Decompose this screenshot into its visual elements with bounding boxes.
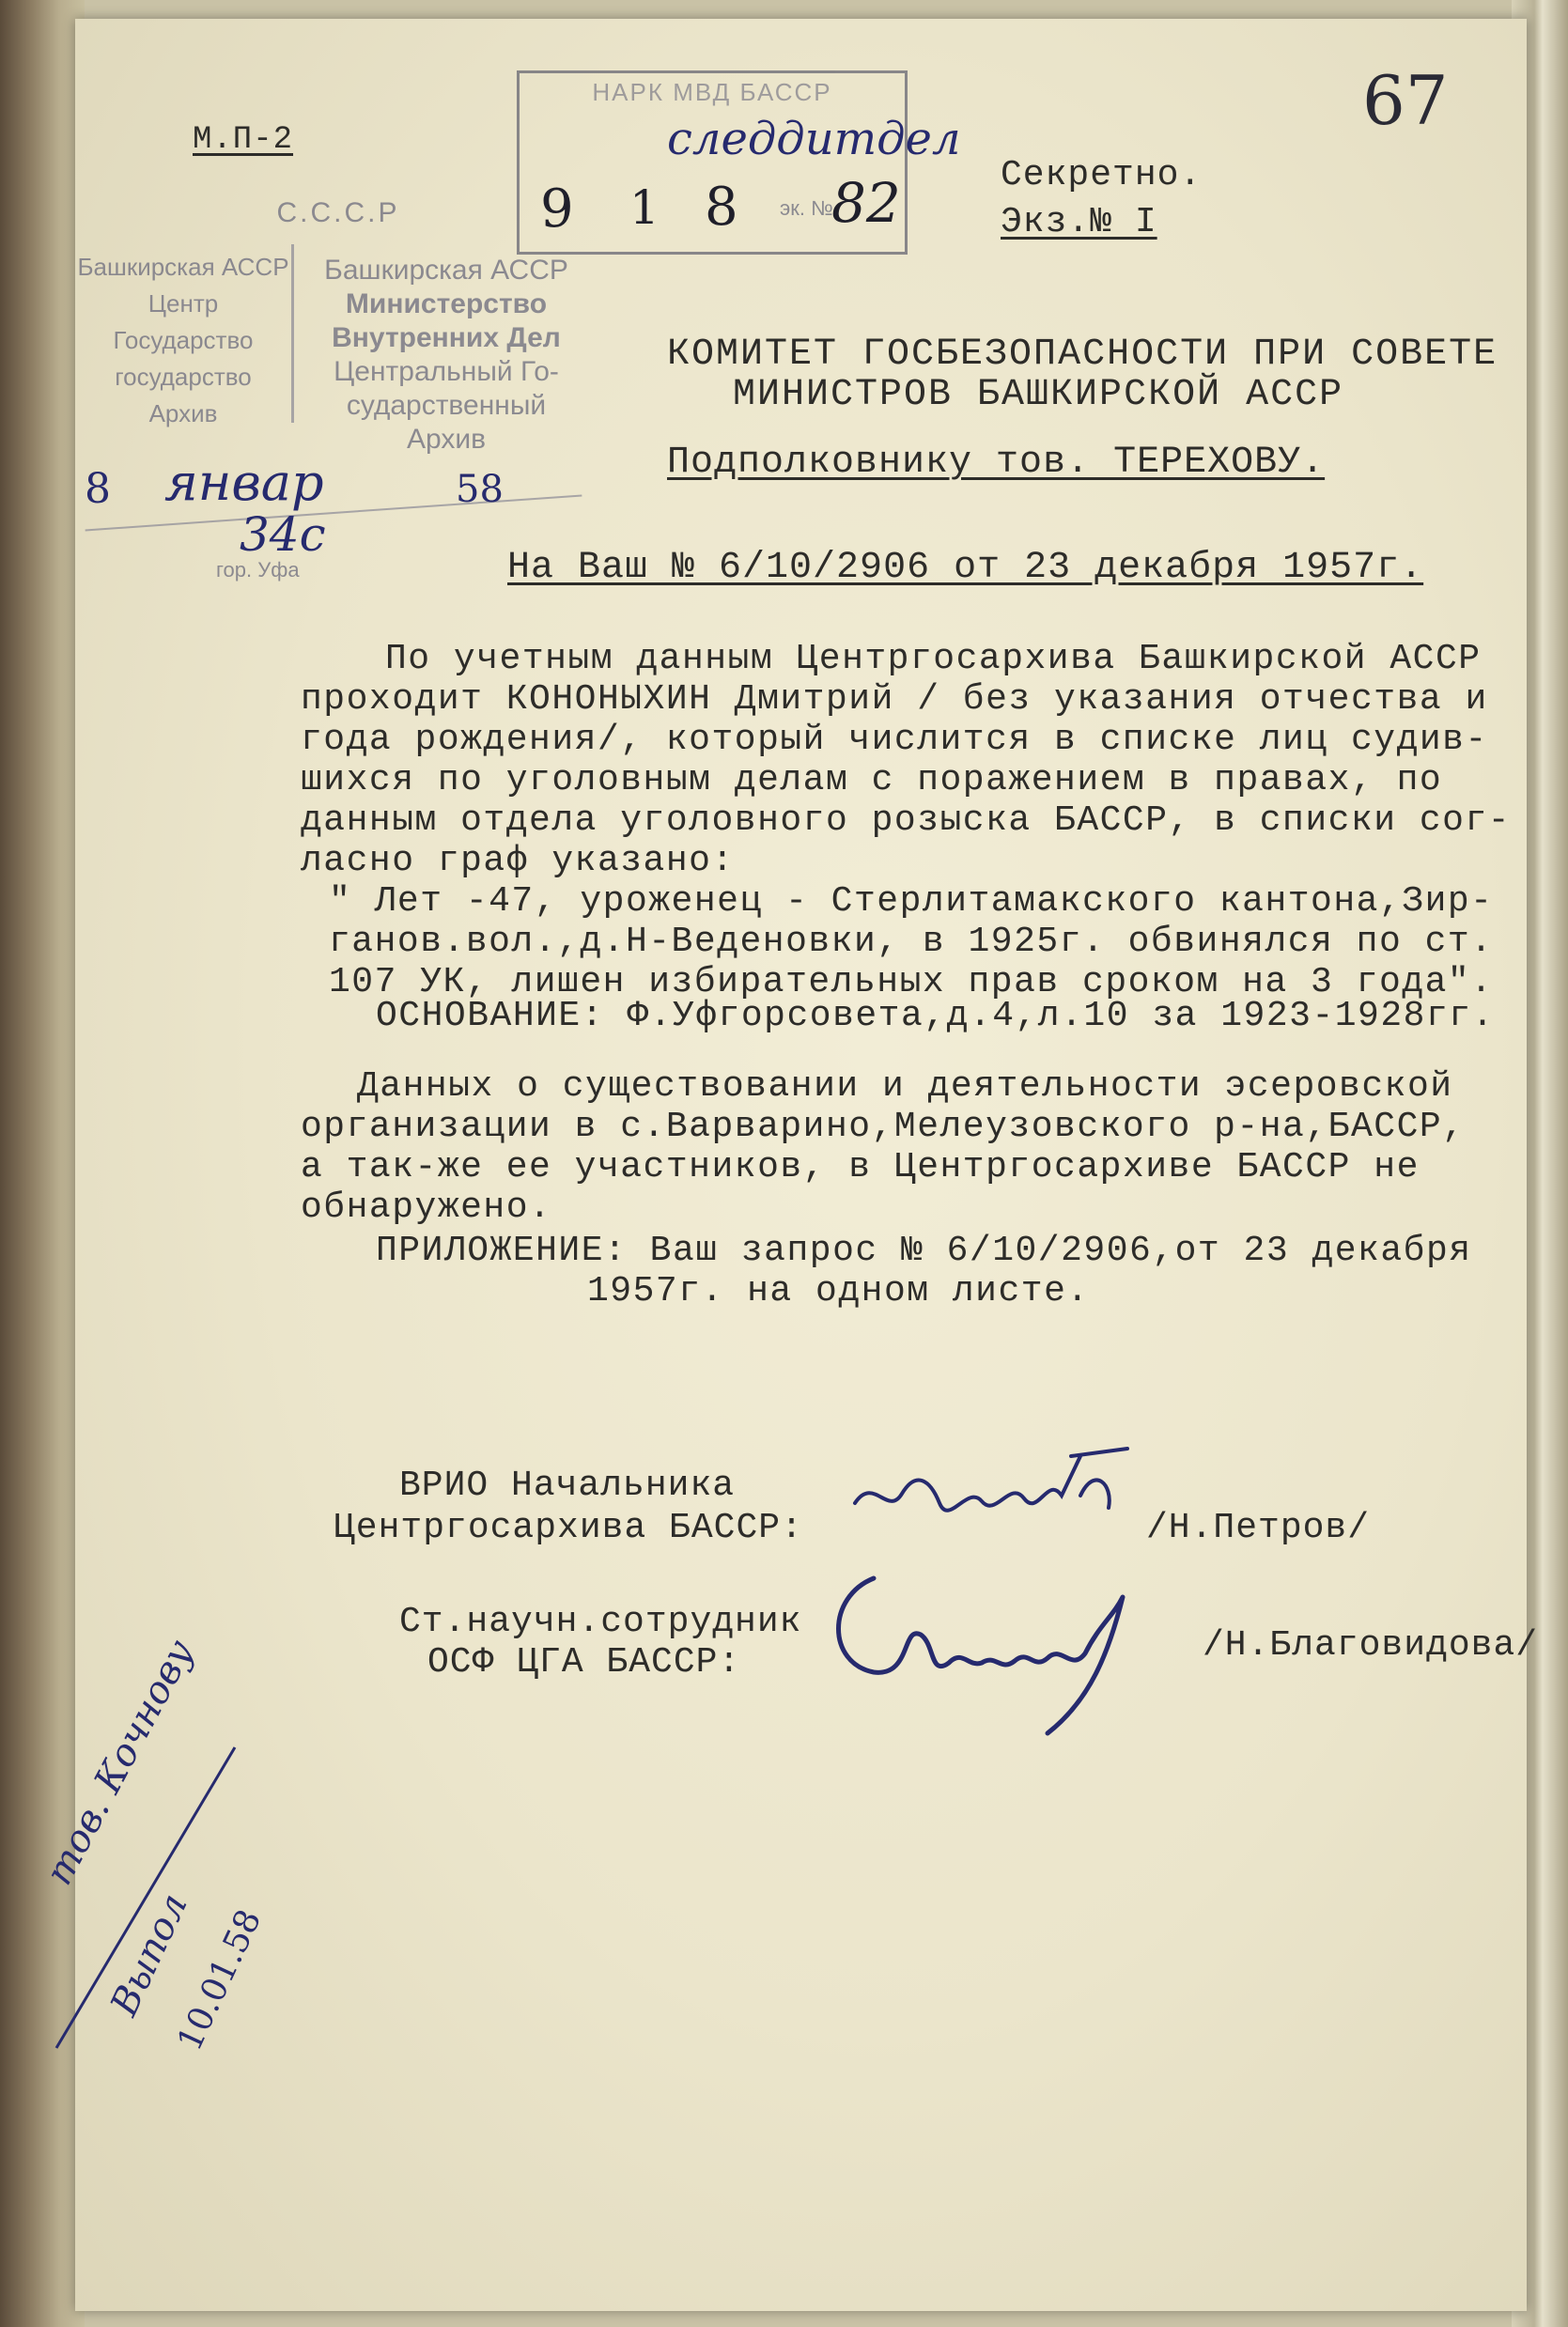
body-line: а так-же ее участников, в Центргосархиве БАССР не [301, 1147, 1420, 1187]
registration-num-c: 8 [705, 177, 738, 238]
margin-note-line-2: Выпол [102, 1886, 196, 2023]
signature-1-title-line-1: ВРИО Начальника [399, 1466, 736, 1506]
archive-stamp-side-line: Центр [147, 289, 219, 318]
body-line: организации в с.Варварино,Мелеузовского р-на,БАССР, [301, 1107, 1466, 1147]
archive-stamp-main [296, 254, 597, 457]
body-line: 107 УК, лишен избирательных прав сроком на 3 года". [329, 962, 1494, 1002]
signature-2-title-line-1: Ст.научн.сотрудник [399, 1602, 802, 1642]
registration-num-b: 1 [629, 180, 660, 235]
form-code: М.П-2 [193, 122, 294, 158]
archive-stamp-side-line: Государство [113, 326, 254, 354]
recipient-line-2: МИНИСТРОВ БАШКИРСКОЙ АССР [733, 374, 1344, 416]
attachment-line-2: 1957г. на одном листе. [587, 1271, 1090, 1311]
signature-2-name: /Н.Благовидова/ [1203, 1625, 1539, 1666]
registration-handwritten-label: следдитдел [667, 113, 961, 165]
body-line: проходит КОНОНЫХИН Дмитрий / без указания отчества и [301, 679, 1488, 720]
archive-stamp [77, 197, 611, 517]
archive-stamp-line: Министерство [345, 288, 548, 319]
signature-1-title-line-2: Центргосархива БАССР: [334, 1508, 803, 1548]
body-line: Данных о существовании и деятельности эсеровской [357, 1066, 1453, 1107]
registration-copy-label: эк. № [780, 196, 833, 220]
registration-num-a: 9 [540, 178, 574, 240]
archive-stamp-line: Башкирская АССР [324, 255, 568, 286]
archive-stamp-country: С.С.С.Р [276, 197, 400, 228]
stamp-date-year: 58 [456, 468, 504, 511]
copy-label: Экз.№ I [1001, 202, 1157, 242]
recipient-line-3: Подполковнику тов. ТЕРЕХОВУ. [667, 442, 1326, 484]
stamp-date-month: январ [164, 453, 324, 512]
signature-2-scribble [808, 1559, 1221, 1766]
archive-stamp-side-line: Архив [148, 399, 218, 427]
margin-note-date: 10.01.58 [170, 1903, 270, 2057]
registration-stamp-header: НАРК МВД БАССР [592, 78, 832, 106]
document-page [37, 19, 1539, 2311]
registration-copy-num: 82 [831, 171, 901, 235]
body-line: года рождения/, который числится в списке лиц судив- [301, 720, 1488, 760]
recipient-line-1: КОМИТЕТ ГОСБЕЗОПАСНОСТИ ПРИ СОВЕТЕ [667, 334, 1498, 376]
stamp-date-prefix: 8 [85, 465, 111, 513]
secret-label: Секретно. [1001, 155, 1203, 195]
stamp-number: 34с [240, 507, 326, 562]
margin-note [37, 1633, 329, 2086]
body-line: обнаружено. [301, 1187, 552, 1228]
archive-stamp-line: Внутренних Дел [332, 322, 561, 353]
body-line: данным отдела уголовного розыска БАССР, в списки сог- [301, 800, 1512, 841]
signature-2-title-line-2: ОСФ ЦГА БАССР: [427, 1642, 741, 1683]
body-line: шихся по уголовным делам с поражением в правах, по [301, 760, 1443, 800]
archive-stamp-divider [291, 244, 294, 423]
body-line: ганов.вол.,д.Н-Веденовки, в 1925г. обвинялся по ст. [329, 922, 1494, 962]
basis-line: ОСНОВАНИЕ: Ф.Уфгорсовета,д.4,л.10 за 1923-1928гг. [376, 996, 1495, 1036]
archive-stamp-side-line: государство [115, 363, 252, 391]
signature-1-scribble [846, 1428, 1165, 1541]
margin-note-line-1: тов. Кочнову [37, 1633, 203, 1892]
reference-line: На Ваш № 6/10/2906 от 23 декабря 1957г. [507, 547, 1424, 589]
archive-stamp-side [75, 249, 291, 432]
archive-stamp-line: сударственный [346, 390, 547, 421]
body-line: По учетным данным Центргосархива Башкирской АССР [385, 639, 1482, 679]
stamp-city: гор. Уфа [216, 558, 300, 582]
body-line: ласно граф указано: [301, 841, 735, 881]
archive-stamp-date-line [85, 495, 582, 532]
attachment-line-1: ПРИЛОЖЕНИЕ: Ваш запрос № 6/10/2906,от 23 декабря [376, 1231, 1472, 1271]
signature-1-name: /Н.Петров/ [1146, 1508, 1371, 1548]
archive-stamp-line: Центральный Го- [334, 356, 559, 387]
archive-stamp-side-line: Башкирская АССР [77, 253, 289, 281]
page-number: 67 [1362, 61, 1449, 140]
archive-stamp-line: Архив [406, 424, 487, 455]
body-line: " Лет -47, уроженец - Стерлитамакского кантона,Зир- [329, 881, 1494, 922]
